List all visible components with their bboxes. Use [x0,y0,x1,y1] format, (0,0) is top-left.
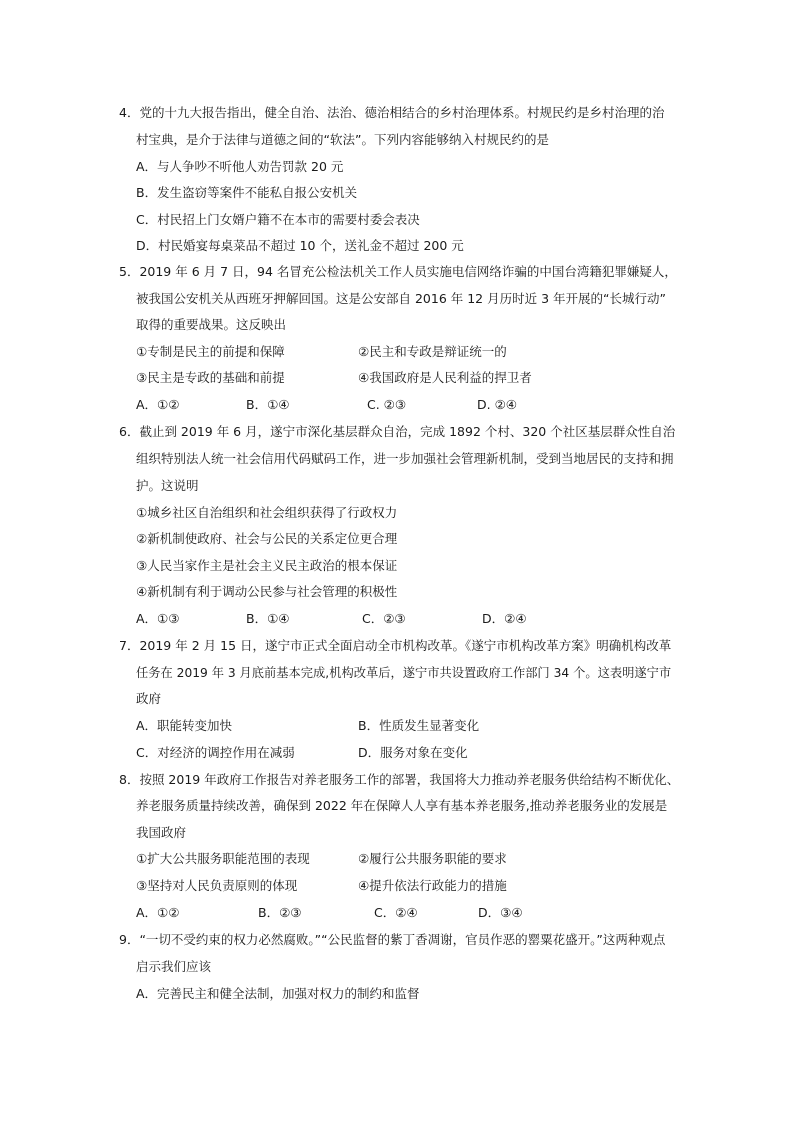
question-6-statement-2: ②新机制使政府、社会与公民的关系定位更合理 [136,531,398,546]
question-4-option-d: D．村民婚宴每桌菜品不超过 10 个，送礼金不超过 200 元 [136,238,464,253]
question-5-statement-3: ③民主是专政的基础和前提 [136,370,285,385]
question-8-stem-line-2: 养老服务质量持续改善，确保到 2022 年在保障人人享有基本养老服务,推动养老服务业的发展是 [136,798,668,813]
question-4-option-b: B．发生盗窃等案件不能私自报公安机关 [136,185,358,200]
question-6-option-a: A．①③ [136,611,180,626]
question-5-option-d: D. ②④ [477,397,517,412]
question-7-stem-line-1: 7．2019 年 2 月 15 日，遂宁市正式全面启动全市机构改革。《遂宁市机构改革方案》明确机构改革 [119,638,672,653]
question-5-stem-line-1: 5．2019 年 6 月 7 日，94 名冒充公检法机关工作人员实施电信网络诈骗的中国台湾籍犯罪嫌疑人， [119,264,677,279]
question-5-stem-line-3: 取得的重要战果。这反映出 [136,317,287,332]
question-7-option-b: B．性质发生显著变化 [358,718,480,733]
question-8-option-d: D．③④ [478,905,523,920]
question-7-stem-line-3: 政府 [136,691,162,706]
question-9-stem-line-2: 启示我们应该 [136,959,212,974]
question-8-statement-1: ①扩大公共服务职能范围的表现 [136,851,310,866]
question-5-stem-line-2: 被我国公安机关从西班牙押解回国。这是公安部自 2016 年 12 月历时近 3 年开展的“长城行动” [136,291,666,306]
question-4-stem-line-1: 4．党的十九大报告指出，健全自治、法治、德治相结合的乡村治理体系。村规民约是乡村治理的治 [119,105,665,120]
question-8-stem-line-1: 8．按照 2019 年政府工作报告对养老服务工作的部署，我国将大力推动养老服务供给结构不断优化、 [119,772,680,787]
question-8-stem-line-3: 我国政府 [136,825,187,840]
question-6-option-d: D．②④ [482,611,527,626]
question-7-option-d: D．服务对象在变化 [358,745,468,760]
question-4-option-a: A．与人争吵不听他人劝告罚款 20 元 [136,159,344,174]
question-6-statement-3: ③人民当家作主是社会主义民主政治的根本保证 [136,558,398,573]
question-7-option-a: A．职能转变加快 [136,718,233,733]
question-6-stem-line-2: 组织特别法人统一社会信用代码赋码工作，进一步加强社会管理新机制，受到当地居民的支持和拥 [136,451,674,466]
question-8-option-a: A．①② [136,905,180,920]
question-8-statement-3: ③坚持对人民负责原则的体现 [136,878,298,893]
question-6-stem-line-1: 6．截止到 2019 年 6 月，遂宁市深化基层群众自治，完成 1892 个村、320 个社区基层群众性自治 [119,424,676,439]
question-5-statement-4: ④我国政府是人民利益的捍卫者 [358,370,532,385]
question-6-statement-1: ①城乡社区自治组织和社会组织获得了行政权力 [136,505,398,520]
question-8-option-b: B．②③ [258,905,302,920]
question-4-option-c: C．村民招上门女婿户籍不在本市的需要村委会表决 [136,212,420,227]
question-5-statement-1: ①专制是民主的前提和保障 [136,344,285,359]
question-8-statement-2: ②履行公共服务职能的要求 [358,851,507,866]
question-9-stem-line-1: 9．“一切不受约束的权力必然腐败。”“公民监督的紫丁香凋谢，官员作恶的罂粟花盛开。”这两种观点 [119,932,666,947]
question-5-option-c: C. ②③ [367,397,407,412]
question-6-option-c: C．②③ [362,611,406,626]
question-5-option-b: B．①④ [246,397,290,412]
question-8-option-c: C．②④ [374,905,418,920]
question-5-option-a: A．①② [136,397,180,412]
question-7-stem-line-2: 任务在 2019 年 3 月底前基本完成,机构改革后，遂宁市共设置政府工作部门 34 个。这表明遂宁市 [136,666,672,680]
question-6-stem-line-3: 护。这说明 [136,478,199,493]
question-9-option-a: A．完善民主和健全法制，加强对权力的制约和监督 [136,986,420,1001]
question-4-stem-line-2: 村宝典，是介于法律与道德之间的“软法”。下列内容能够纳入村规民约的是 [136,132,549,147]
question-7-option-c: C．对经济的调控作用在减弱 [136,745,295,760]
question-6-statement-4: ④新机制有利于调动公民参与社会管理的积极性 [136,584,398,599]
question-5-statement-2: ②民主和专政是辩证统一的 [358,344,507,359]
question-8-statement-4: ④提升依法行政能力的措施 [358,878,507,893]
question-6-option-b: B．①④ [246,611,290,626]
